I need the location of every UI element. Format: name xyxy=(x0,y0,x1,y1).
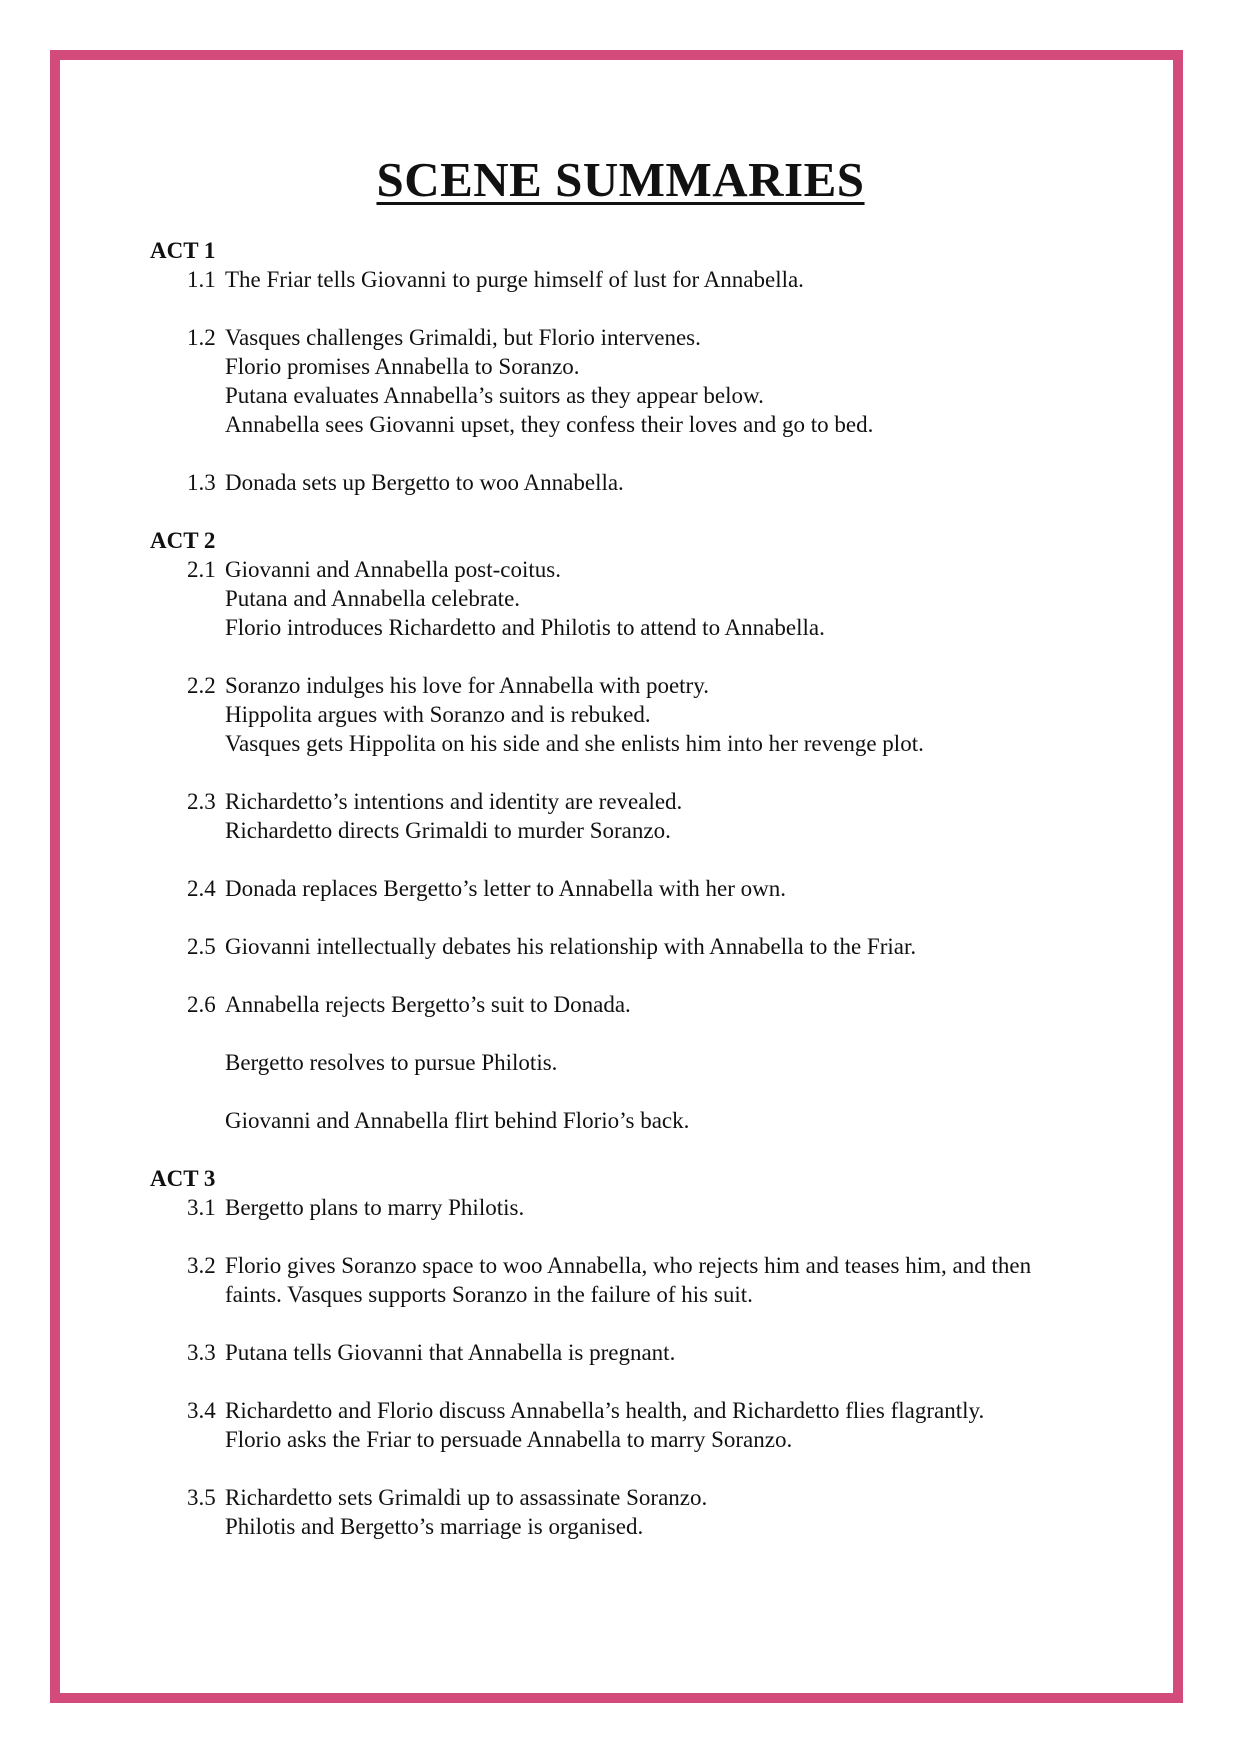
scene-line: Florio introduces Richardetto and Philotis to attend to Annabella. xyxy=(225,615,825,640)
scene-line: Vasques challenges Grimaldi, but Florio intervenes. xyxy=(225,325,701,350)
scene-3-4 xyxy=(150,1396,1100,1454)
page-title-text: SCENE SUMMARIES xyxy=(376,152,865,207)
scene-line: Annabella rejects Bergetto’s suit to Donada. xyxy=(225,992,631,1017)
act-heading: ACT 1 xyxy=(150,238,216,263)
scene-2-6 xyxy=(150,990,1100,1135)
scene-number: 3.4 xyxy=(187,1398,216,1423)
scene-line: Bergetto resolves to pursue Philotis. xyxy=(225,1050,558,1075)
scene-line: Richardetto sets Grimaldi up to assassinate Soranzo. xyxy=(225,1485,708,1510)
scene-line: Putana evaluates Annabella’s suitors as they appear below. xyxy=(225,383,764,408)
scene-line: Richardetto and Florio discuss Annabella’s health, and Richardetto flies flagrantly. xyxy=(225,1398,985,1423)
scene-number: 1.3 xyxy=(187,470,216,495)
page-title xyxy=(0,150,1241,210)
scene-line: Florio gives Soranzo space to woo Annabella, who rejects him and teases him, and then faints. Vasques supports Soranzo in the failure of his suit. xyxy=(225,1253,1032,1307)
act-3 xyxy=(150,1164,1100,1541)
scene-line: Putana tells Giovanni that Annabella is pregnant. xyxy=(225,1340,676,1365)
scene-line: Richardetto’s intentions and identity are revealed. xyxy=(225,789,683,814)
scene-line: Vasques gets Hippolita on his side and she enlists him into her revenge plot. xyxy=(225,731,924,756)
act-1 xyxy=(150,236,1100,497)
scene-line: Philotis and Bergetto’s marriage is organised. xyxy=(225,1514,644,1539)
scene-1-1 xyxy=(150,265,1100,294)
scene-line: Richardetto directs Grimaldi to murder Soranzo. xyxy=(225,818,671,843)
scene-2-4 xyxy=(150,874,1100,903)
act-heading: ACT 3 xyxy=(150,1166,216,1191)
scene-line: Annabella sees Giovanni upset, they confess their loves and go to bed. xyxy=(225,412,874,437)
scene-1-3 xyxy=(150,468,1100,497)
scene-3-1 xyxy=(150,1193,1100,1222)
scene-number: 2.3 xyxy=(187,789,216,814)
scene-line: Giovanni and Annabella post-coitus. xyxy=(225,557,561,582)
scene-line: The Friar tells Giovanni to purge himself of lust for Annabella. xyxy=(225,267,804,292)
scene-number: 3.5 xyxy=(187,1485,216,1510)
scene-line: Bergetto plans to marry Philotis. xyxy=(225,1195,525,1220)
scene-number: 1.1 xyxy=(187,267,216,292)
scene-number: 1.2 xyxy=(187,325,216,350)
scene-line: Donada replaces Bergetto’s letter to Annabella with her own. xyxy=(225,876,786,901)
summary-content xyxy=(150,236,1100,1570)
scene-number: 3.2 xyxy=(187,1253,216,1278)
scene-1-2 xyxy=(150,323,1100,439)
scene-2-5 xyxy=(150,932,1100,961)
scene-2-3 xyxy=(150,787,1100,845)
scene-3-3 xyxy=(150,1338,1100,1367)
scene-line: Florio asks the Friar to persuade Annabella to marry Soranzo. xyxy=(225,1427,793,1452)
scene-line: Giovanni intellectually debates his relationship with Annabella to the Friar. xyxy=(225,934,917,959)
scene-line: Hippolita argues with Soranzo and is rebuked. xyxy=(225,702,651,727)
scene-line: Giovanni and Annabella flirt behind Florio’s back. xyxy=(225,1108,690,1133)
scene-3-2 xyxy=(150,1251,1100,1309)
scene-number: 2.4 xyxy=(187,876,216,901)
scene-number: 2.5 xyxy=(187,934,216,959)
scene-3-5 xyxy=(150,1483,1100,1541)
act-heading: ACT 2 xyxy=(150,528,216,553)
scene-2-1 xyxy=(150,555,1100,642)
scene-line: Donada sets up Bergetto to woo Annabella. xyxy=(225,470,624,495)
scene-line: Florio promises Annabella to Soranzo. xyxy=(225,354,580,379)
scene-number: 3.1 xyxy=(187,1195,216,1220)
scene-line: Soranzo indulges his love for Annabella with poetry. xyxy=(225,673,709,698)
scene-number: 2.1 xyxy=(187,557,216,582)
scene-2-2 xyxy=(150,671,1100,758)
scene-number: 2.2 xyxy=(187,673,216,698)
scene-number: 2.6 xyxy=(187,992,216,1017)
scene-line: Putana and Annabella celebrate. xyxy=(225,586,521,611)
act-2 xyxy=(150,526,1100,1135)
scene-number: 3.3 xyxy=(187,1340,216,1365)
